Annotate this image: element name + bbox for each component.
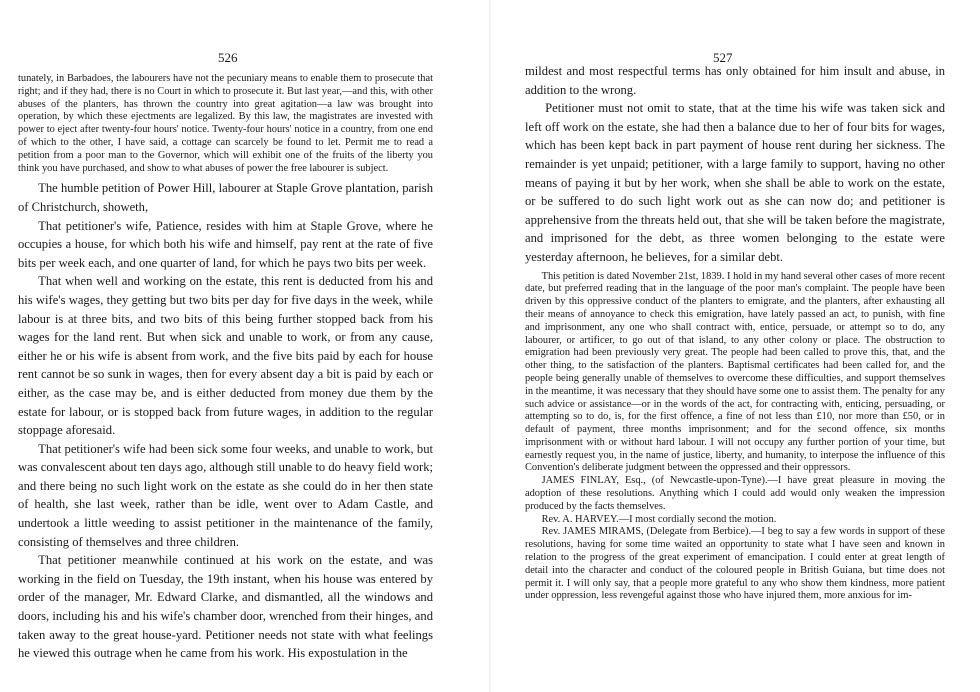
mirams-speech: Rev. JAMES MIRAMS, (Delegate from Berbice).—I beg to say a few words in support of these resolutions, having for some time waited an opportunity to state what I have seen and known in relation to the progress of the great experiment of emancipation. I could enter at great length of detail into the character and conduct of the coloured people in British Guiana, but time does not permit it. I will only say, that a people more grateful to any who show them kindness, more patient under oppression, less revengeful against those who have injured them, more anxious for im-: [525, 526, 945, 602]
petition-paragraph-1: That petitioner's wife, Patience, resides with him at Staple Grove, where he occupies a house, for which both his wife and himself, pay rent at the rate of five bits per week each, and one quarter of land, for which he pays two bits per week.: [18, 218, 433, 270]
speaker-commentary: This petition is dated November 21st, 1839. I hold in my hand several other cases of more recent date, but preferred reading that in the language of the poor man's complaint. The people have been driven by this oppressive conduct of the planters to emigrate, and the planters, after exhausting all their means of annoyance to check this emigration, have lately passed an act, to punish, with fine and imprisonment, any one who shall contract with, entice, persuade, or attempt so to do, any labourer, or artificer, to go out of that island, to any other colony or place. The obstruction to emigration had been previously very great. The people had been called to prove this, that, and the other thing, to the satisfaction of the planters. Baptismal certificates had been called for, and the people being generally unable of themselves to overcome these difficulties, and support themselves in the meantime, it was necessary that they should have some one to assist them. The penalty for any such advice or assistance—or in the words of the act, for contracting with, enticing, persuading, or attempting so to do, is, for the first offence, a fine of not less than £10, nor more than £50, or in default of payment, three months imprisonment; and for the second offence, six months imprisonment with or without hard labour. I will not occupy any further portion of your time, but earnestly request you, in the name of justice, liberty, and humanity, to interpose the influence of this Convention's deliberate judgment between the oppressed and their oppressors.: [525, 270, 945, 474]
right-page-number: 527: [713, 50, 733, 65]
finlay-speech: JAMES FINLAY, Esq., (of Newcastle-upon-Tyne).—I have great pleasure in moving the adoption of these resolutions. Anything which I could add would only weaken the impression produced by the facts themselves.: [525, 475, 945, 512]
intro-paragraph: tunately, in Barbadoes, the labourers have not the pecuniary means to enable them to prosecute that right; and if they had, there is no Court in which to prosecute it. But last year,—and this, with other abuses of the planters, has thrown the country into great agitation—a law was brought into operation, by which these ejectments are legalized. By this law, the magistrates are invested with power to eject after twenty-four hours' notice. Twenty-four hours' notice in a country, from one end of which to the other, I have said, a cottage can scarcely be found to let. Permit me to read a petition from a poor man to the Governor, which will exhibit one of the fruits of the liberty you think you have purchased, and show to what abuses of power the free labourer is subject.: [18, 73, 433, 174]
petition-paragraph-2: That when well and working on the estate, this rent is deducted from his and his wife's wages, they getting but two bits per day for five days in the week, while labour is at three bits, and two bits of this being further stopped back from his wages for the land rent. But when sick and unable to work, or from any cause, either he or his wife is absent from work, and the five bits paid by each for house rent cannot be so sunk in wages, then for every absent day a bit is paid by each or either, as the case may be, and is either deducted from money due them by the estate for labour, or is stopped back from future wages, in addition to the regular stoppage aforesaid.: [18, 274, 433, 438]
left-page-text: [18, 73, 433, 663]
petition-heading: The humble petition of Power Hill, labourer at Staple Grove plantation, parish of Christchurch, showeth,: [18, 181, 433, 214]
petition-paragraph-4: That petitioner meanwhile continued at his work on the estate, and was working in the field on Tuesday, the 19th instant, when his house was entered by order of the manager, Mr. Edward Clarke, and dismantled, all the windows and doors, including his and his wife's chamber door, wrenched from their hinges, and taken away to the great house-yard. Petitioner needs not state with what feelings he viewed this outrage when he came from his work. His expostulation in the: [18, 553, 433, 661]
right-page-text: [525, 62, 945, 603]
petition-paragraph-5: Petitioner must not omit to state, that at the time his wife was taken sick and left off work on the estate, she had then a balance due to her of four bits for wages, which has been kept back in part payment of house rent during her sickness. The remainder is yet unpaid; petitioner, with a large family to support, having no other means of paying it but by her work, when she shall be able to work on the estate, or be suffered to do such light work out as she can now do; and petitioner is apprehensive from the threats held out, that she will be taken before the magistrate, and imprisoned for the debt, as three women belonging to the estate were yesterday afternoon, he believes, for a similar debt.: [525, 101, 945, 264]
petition-continuation: mildest and most respectful terms has only obtained for him insult and abuse, in addition to the wrong.: [525, 64, 945, 97]
right-page: [490, 0, 980, 692]
harvey-speech: Rev. A. HARVEY.—I most cordially second the motion.: [541, 513, 777, 525]
left-page-number: 526: [218, 50, 238, 65]
petition-paragraph-3: That petitioner's wife had been sick some four weeks, and unable to work, but was convalescent about ten days ago, although still unable to do heavy field work; and there being no such light work on the estate as she could do in her then state of health, she last week, rather than be idle, went over to Adam Castle, and undertook a little weeding to assist petitioner in the maintenance of the family, consisting of themselves and three children.: [18, 441, 433, 549]
